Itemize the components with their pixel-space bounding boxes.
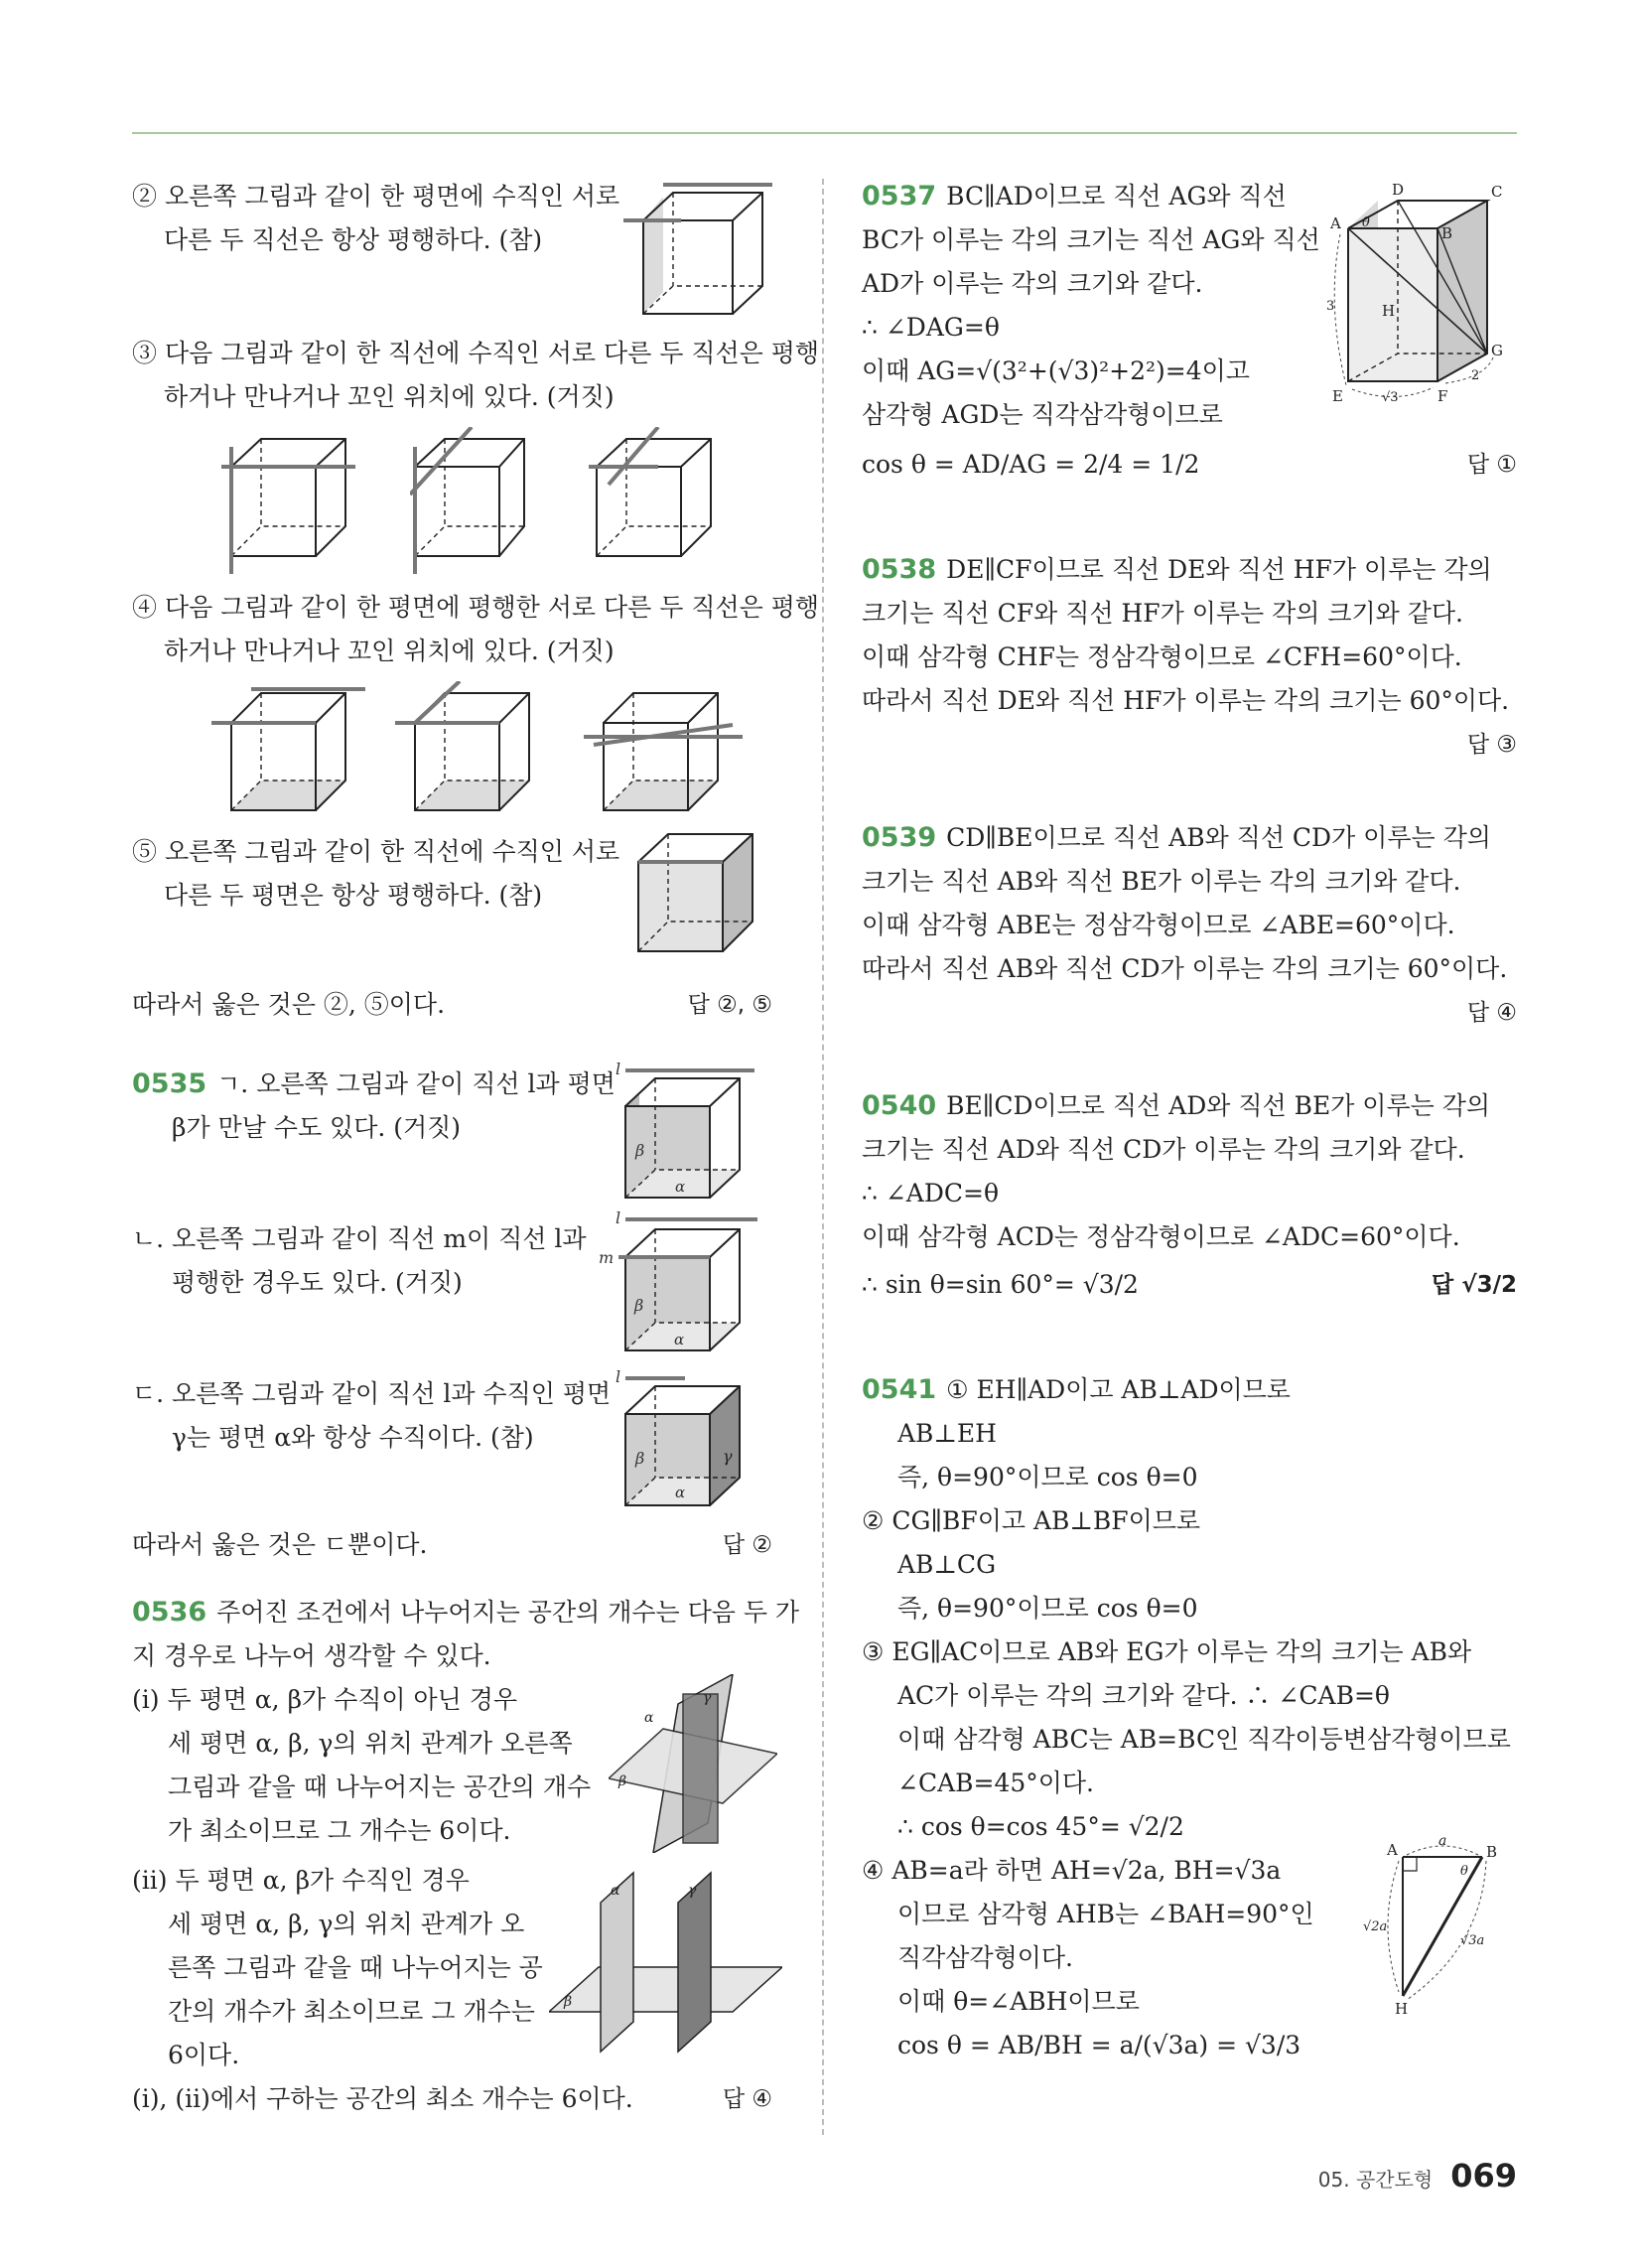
q541-line8: AC가 이루는 각의 크기와 같다. ∴ ∠CAB=θ (897, 1681, 1390, 1710)
q537-line2: BC가 이루는 각의 크기는 직선 AG와 직선 (862, 225, 1320, 254)
q540-formula: ∴ sin θ=sin 60°= √3/2 (862, 1270, 1139, 1299)
q537-line6: 삼각형 AGD는 직각삼각형이므로 (862, 400, 1223, 429)
answer-0539: 답 ④ (1466, 1000, 1517, 1026)
cube-figure-item5 (628, 822, 757, 961)
q536-conclusion-text: (ⅰ), (ⅱ)에서 구하는 공간의 최소 개수는 6이다. (132, 2084, 633, 2113)
item-5-conclusion-text: 따라서 옳은 것은 ②, ⑤이다. (132, 990, 446, 1019)
q535-conclusion (132, 1523, 792, 1567)
vertex-label-H2: H (1395, 2000, 1409, 2016)
q536-case1-title: (ⅰ) 두 평면 α, β가 수직이 아닌 경우 (132, 1685, 518, 1714)
item-5-line2: 다른 두 평면은 항상 평행하다. (참) (164, 881, 543, 910)
problem-0535 (132, 1063, 792, 1567)
q541-line14: 직각삼각형이다. (897, 1943, 1073, 1972)
vertex-label-G: G (1491, 342, 1503, 359)
q536-case1-line3: 가 최소이므로 그 개수는 6이다. (168, 1816, 511, 1845)
q541-line16: cos θ = AB/BH = a/(√3a) = √3/3 (897, 2031, 1301, 2059)
edge-label-2: 2 (1471, 368, 1480, 383)
vertex-label-A2: A (1387, 1841, 1398, 1859)
section-title: 05. 공간도형 (1317, 2168, 1434, 2192)
vertex-label-E: E (1332, 387, 1343, 402)
problem-0540 (862, 1084, 1517, 1307)
q541-line15: 이때 θ=∠ABH이므로 (897, 1987, 1140, 2016)
cube-figure-4c (584, 681, 743, 820)
edge-label-sqrt2a: √2a (1363, 1919, 1388, 1934)
q536-case2-line4: 6이다. (168, 2041, 240, 2069)
svg-text:l: l (616, 1063, 621, 1078)
q536-case1-line2: 그림과 같을 때 나누어지는 공간의 개수 (168, 1772, 592, 1801)
svg-text:α: α (674, 1331, 685, 1348)
edge-label-sqrt3a: √3a (1460, 1933, 1485, 1948)
answer-0537: 답 ① (1466, 452, 1517, 478)
q535-b-line1: ㄴ. 오른쪽 그림과 같이 직선 m이 직선 l과 (132, 1224, 587, 1253)
q537-line7 (862, 443, 1517, 487)
q537-line1: BC∥AD이므로 직선 AG와 직선 (946, 182, 1287, 211)
edge-label-3: 3 (1326, 299, 1335, 314)
q540-line4: 이때 삼각형 ACD는 정삼각형이므로 ∠ADC=60°이다. (862, 1222, 1460, 1251)
svg-text:l: l (616, 1370, 621, 1386)
q539-line3: 이때 삼각형 ABE는 정삼각형이므로 ∠ABE=60°이다. (862, 911, 1455, 939)
item-3-line1: ③ 다음 그림과 같이 한 직선에 수직인 서로 다른 두 직선은 평행 (132, 339, 820, 367)
item-5-line1: ⑤ 오른쪽 그림과 같이 한 직선에 수직인 서로 (132, 837, 620, 866)
svg-text:α: α (675, 1484, 686, 1501)
q541-line6: 즉, θ=90°이므로 cos θ=0 (897, 1594, 1198, 1623)
vertex-label-B2: B (1486, 1843, 1498, 1861)
svg-text:α: α (644, 1710, 654, 1726)
item-2-line2: 다른 두 직선은 항상 평행하다. (참) (164, 225, 543, 254)
left-column (132, 175, 820, 2121)
q541-line4: ② CG∥BF이고 AB⊥BF이므로 (862, 1506, 1201, 1535)
q539-line2: 크기는 직선 AB와 직선 BE가 이루는 각의 크기와 같다. (862, 867, 1461, 896)
svg-text:β: β (634, 1296, 644, 1315)
vertex-label-D: D (1392, 181, 1405, 199)
q536-line2: 지 경우로 나누어 생각할 수 있다. (132, 1641, 491, 1670)
q540-line5 (862, 1263, 1517, 1307)
answer-item5: 답 ②, ⑤ (687, 992, 772, 1018)
item-4 (132, 586, 820, 820)
cube-figure-3a (221, 427, 355, 576)
svg-text:γ: γ (703, 1690, 712, 1706)
item-3 (132, 332, 820, 576)
q538-line2: 크기는 직선 CF와 직선 HF가 이루는 각의 크기와 같다. (862, 599, 1463, 628)
problem-number-0537: 0537 (862, 181, 937, 212)
vertex-label-C: C (1491, 183, 1503, 201)
problem-number-0541: 0541 (862, 1374, 937, 1405)
q537-line4: ∴ ∠DAG=θ (862, 313, 1000, 342)
vertex-label-B: B (1441, 224, 1453, 242)
q537-formula: cos θ = AD/AG = 2/4 = 1/2 (862, 450, 1200, 479)
q535-conclusion-text: 따라서 옳은 것은 ㄷ뿐이다. (132, 1530, 428, 1559)
cube-figure-3b (410, 427, 529, 576)
vertex-label-A: A (1330, 214, 1341, 232)
q540-line3: ∴ ∠ADC=θ (862, 1179, 1000, 1207)
right-column (862, 175, 1517, 2067)
q540-line1: BE∥CD이므로 직선 AD와 직선 BE가 이루는 각의 (946, 1091, 1490, 1120)
answer-0536: 답 ④ (722, 2086, 772, 2112)
q541-line10: ∠CAB=45°이다. (897, 1769, 1095, 1797)
top-rule (132, 132, 1517, 134)
q538-line3: 이때 삼각형 CHF는 정삼각형이므로 ∠CFH=60°이다. (862, 642, 1462, 671)
cube-figure-535c (616, 1370, 754, 1515)
cube-figure-3c (589, 427, 718, 576)
cube-figure-item2 (623, 175, 772, 316)
q538-line4: 따라서 직선 DE와 직선 HF가 이루는 각의 크기는 60°이다. (862, 686, 1510, 715)
answer-0535: 답 ② (722, 1532, 772, 1558)
item-2-line1: ② 오른쪽 그림과 같이 한 평면에 수직인 서로 (132, 182, 620, 211)
q536-case2-line2: 른쪽 그림과 같을 때 나누어지는 공 (168, 1953, 543, 1982)
q536-conclusion (132, 2077, 792, 2121)
answer-0540: 답 √3/2 (1432, 1272, 1517, 1298)
svg-text:β: β (635, 1141, 645, 1160)
problem-number-0540: 0540 (862, 1090, 937, 1121)
problem-0538 (862, 548, 1517, 767)
q536-case2-line1: 세 평면 α, β, γ의 위치 관계가 오 (168, 1910, 525, 1938)
problem-number-0539: 0539 (862, 822, 937, 853)
q537-line5: 이때 AG=√(3²+(√3)²+2²)=4이고 (862, 356, 1250, 385)
planes-figure-case1 (609, 1674, 777, 1853)
q541-line5: AB⊥CG (897, 1550, 997, 1579)
q541-line2: AB⊥EH (897, 1419, 997, 1448)
q535-c-line1: ㄷ. 오른쪽 그림과 같이 직선 l과 수직인 평면 (132, 1379, 612, 1408)
svg-text:β: β (564, 1994, 573, 2010)
svg-text:γ: γ (723, 1447, 733, 1466)
svg-text:β: β (635, 1449, 645, 1468)
q539-line1: CD∥BE이므로 직선 AB와 직선 CD가 이루는 각의 (946, 823, 1491, 852)
answer-0538: 답 ③ (1466, 732, 1517, 758)
svg-text:β: β (618, 1773, 627, 1789)
q535-a-line1: ㄱ. 오른쪽 그림과 같이 직선 l과 평면 (216, 1069, 616, 1098)
page-number: 069 (1450, 2157, 1517, 2195)
q535-b-line2: 평행한 경우도 있다. (거짓) (172, 1268, 463, 1297)
edge-label-a: a (1438, 1837, 1447, 1849)
q536-line1: 주어진 조건에서 나누어지는 공간의 개수는 다음 두 가 (216, 1598, 800, 1627)
item-3-figures (132, 427, 792, 576)
edge-label-sqrt3: √3 (1382, 390, 1399, 402)
problem-number-0536: 0536 (132, 1597, 207, 1628)
page-footer (1318, 2157, 1517, 2195)
angle-theta-label: θ (1362, 215, 1370, 230)
cuboid-figure-0537 (1326, 179, 1515, 402)
item-5-conclusion (132, 983, 792, 1027)
q541-line1: ① EH∥AD이고 AB⊥AD이므로 (946, 1375, 1291, 1404)
problem-number-0538: 0538 (862, 554, 937, 585)
cube-figure-4a (211, 681, 365, 820)
item-4-line2: 하거나 만나거나 꼬인 위치에 있다. (거짓) (164, 637, 615, 665)
q541-line9: 이때 삼각형 ABC는 AB=BC인 직각이등변삼각형이므로 (897, 1725, 1511, 1754)
vertex-label-F: F (1437, 387, 1448, 402)
cube-figure-535a (616, 1063, 754, 1207)
svg-text:l: l (616, 1211, 621, 1227)
q537-line3: AD가 이루는 각의 크기와 같다. (862, 269, 1203, 298)
cube-figure-535b (599, 1211, 757, 1360)
item-4-figures (132, 681, 792, 820)
q535-c-line2: γ는 평면 α와 항상 수직이다. (참) (172, 1423, 534, 1452)
column-divider (822, 179, 824, 2135)
triangle-figure-0541 (1363, 1837, 1502, 2016)
item-4-line1: ④ 다음 그림과 같이 한 평면에 평행한 서로 다른 두 직선은 평행 (132, 593, 820, 622)
angle-theta-label-2: θ (1460, 1864, 1468, 1879)
problem-0537 (862, 175, 1517, 542)
q535-a-line2: β가 만날 수도 있다. (거짓) (172, 1113, 462, 1142)
q541-line7: ③ EG∥AC이므로 AB와 EG가 이루는 각의 크기는 AB와 (862, 1637, 1472, 1666)
q536-case1-line1: 세 평면 α, β, γ의 위치 관계가 오른쪽 (168, 1729, 573, 1758)
planes-figure-case2 (549, 1863, 782, 2061)
item-5 (132, 830, 792, 979)
problem-0536 (132, 1591, 800, 2121)
item-2 (132, 175, 792, 322)
item-3-line2: 하거나 만나거나 꼬인 위치에 있다. (거짓) (164, 382, 615, 411)
q539-line4: 따라서 직선 AB와 직선 CD가 이루는 각의 크기는 60°이다. (862, 954, 1508, 983)
q536-case2-title: (ⅱ) 두 평면 α, β가 수직인 경우 (132, 1866, 470, 1895)
q541-line3: 즉, θ=90°이므로 cos θ=0 (897, 1463, 1198, 1491)
svg-text:α: α (675, 1178, 686, 1196)
problem-number-0535: 0535 (132, 1068, 207, 1099)
svg-text:γ: γ (688, 1883, 697, 1899)
q541-line13: 이므로 삼각형 AHB는 ∠BAH=90°인 (897, 1900, 1314, 1928)
q541-line11: ∴ cos θ=cos 45°= √2/2 (897, 1812, 1184, 1841)
q540-line2: 크기는 직선 AD와 직선 CD가 이루는 각의 크기와 같다. (862, 1135, 1465, 1164)
svg-text:α: α (611, 1883, 620, 1899)
q538-line1: DE∥CF이므로 직선 DE와 직선 HF가 이루는 각의 (946, 555, 1492, 584)
q536-case2-line3: 간의 개수가 최소이므로 그 개수는 (168, 1997, 535, 2026)
svg-text:m: m (599, 1248, 615, 1267)
q541-line12: ④ AB=a라 하면 AH=√2a, BH=√3a (862, 1856, 1282, 1885)
vertex-label-H: H (1382, 302, 1396, 320)
cube-figure-4b (395, 681, 554, 820)
problem-0539 (862, 816, 1517, 1035)
problem-0541 (862, 1368, 1517, 2067)
